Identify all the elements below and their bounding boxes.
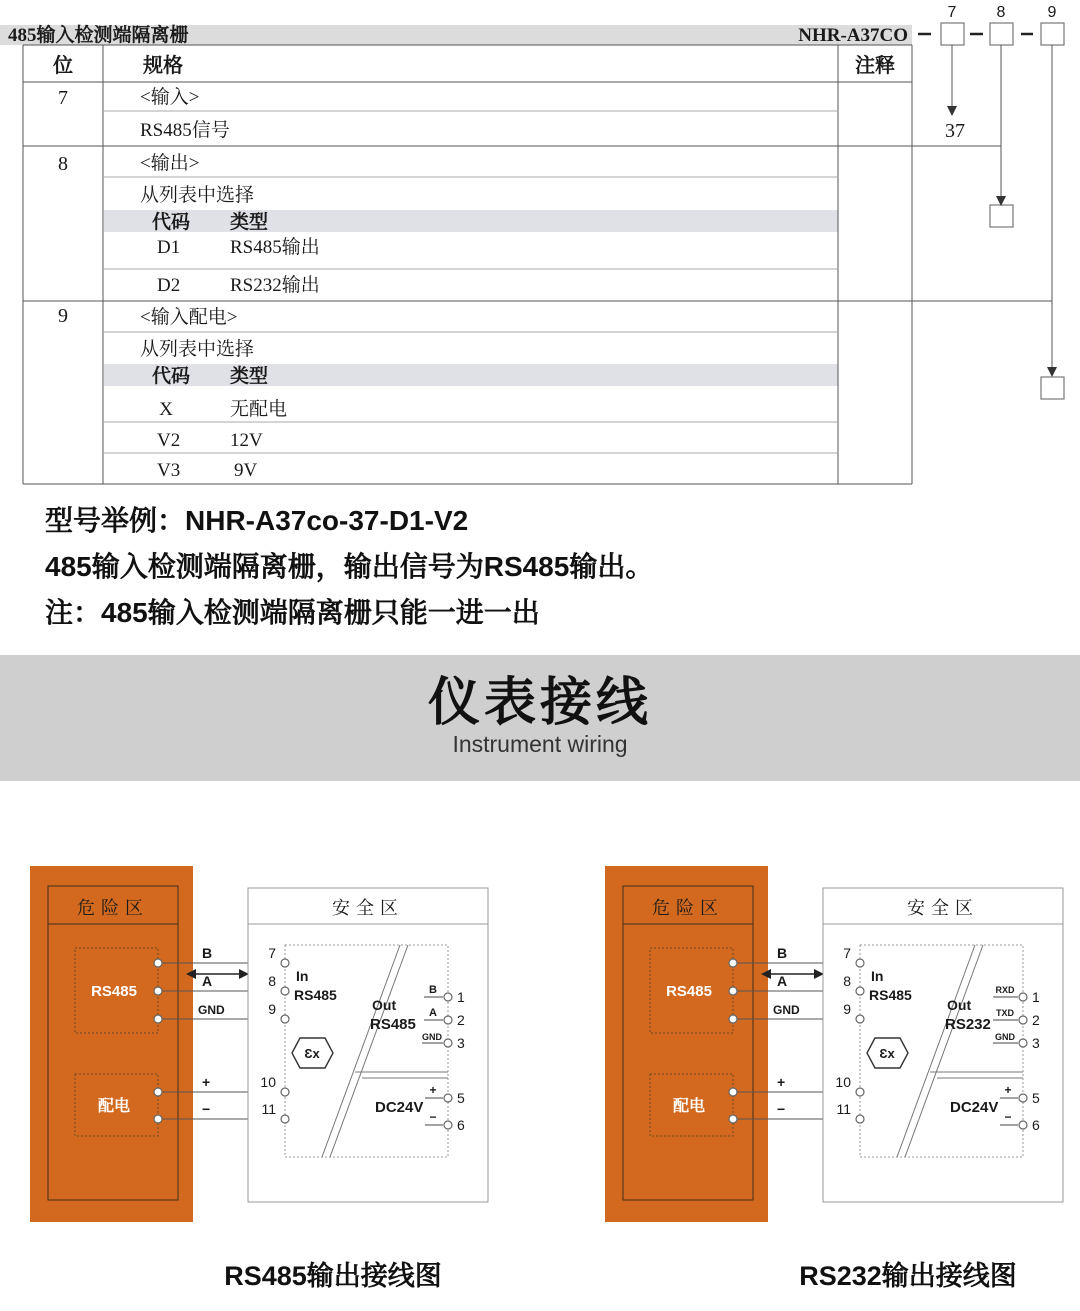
order-box-7 [941,23,964,45]
terminal-8: 8 [268,973,276,989]
in-label: In [871,968,884,984]
input-device-label: RS485 [91,983,137,1000]
spec-table-section [0,0,1080,500]
supply-label: DC24V [950,1099,999,1116]
safe-zone-label: 安全区 [907,898,979,918]
model-number: NHR-A37CO [798,25,908,46]
terminal-7: 7 [268,945,276,961]
twisted-pair-arrow [761,969,824,979]
banner-title: 仪表接线 [427,674,652,732]
terminal-10: 10 [260,1074,276,1090]
row-9-type-v2: 12V [230,430,263,451]
row-9-line-1: <输入配电> [140,307,238,328]
row-7-line-1: <输入> [140,87,200,108]
table-title: 485输入检测端隔离栅 [8,25,189,46]
pos7-code-value: 37 [945,120,965,142]
order-target-box-9 [1041,377,1064,399]
order-pos-label-7: 7 [947,4,957,21]
supply-pin-label-6: − [1004,1110,1012,1124]
hazard-zone-label: 危险区 [77,898,149,918]
pin-label-plus: + [777,1074,786,1090]
twisted-pair-arrow [186,969,249,979]
caption-rs485-diagram: RS485输出接线图 [224,1261,442,1291]
pin-label-gnd: GND [198,1003,225,1017]
pin-label-minus: − [777,1101,786,1117]
terminal-11: 11 [261,1101,276,1117]
out-label: Out [947,997,972,1013]
out-pin-num-2: 2 [1032,1012,1040,1028]
terminal-9: 9 [268,1001,276,1017]
row-8-code-header: 代码 [152,212,191,233]
arrowheads [947,106,1057,377]
banner-subtitle: Instrument wiring [452,731,628,757]
order-box-8 [990,23,1013,45]
row-8-code-d1: D1 [157,237,181,258]
table-grid-minor [103,111,838,453]
out-pin-label-1: RXD [995,985,1015,995]
pin-label-a: A [202,973,213,989]
row-9-line-2: 从列表中选择 [140,339,255,360]
supply-pin-num-6: 6 [1032,1117,1040,1133]
order-code-diagram [918,4,1064,399]
order-pos-label-9: 9 [1047,4,1057,21]
code-band-9 [104,364,838,386]
supply-pin-num-6: 6 [457,1117,465,1133]
input-device-label: RS485 [666,983,712,1000]
hazard-pin-labels [773,945,800,1117]
out-pin-label-2: TXD [996,1008,1014,1018]
out-pin-label-3: GND [422,1032,442,1042]
section-banner [0,655,1080,781]
out-pin-num-3: 3 [457,1035,465,1051]
pin-label-b: B [777,945,788,961]
in-type: RS485 [294,987,337,1003]
terminal-7: 7 [843,945,851,961]
example-line-2: 485输入检测端隔离栅，输出信号为RS485输出。 [45,551,654,582]
supply-pin-label-6: − [429,1110,437,1124]
out-pin-label-1: B [429,984,437,996]
out-pin-num-1: 1 [1032,989,1040,1005]
row-8-type-d1: RS485输出 [230,237,320,258]
power-device-label: 配电 [672,1098,706,1115]
model-example-block [45,498,1045,636]
out-pin-num-3: 3 [1032,1035,1040,1051]
example-line-1: 型号举例：NHR-A37co-37-D1-V2 [45,505,469,536]
row-8-type-header: 类型 [230,212,269,233]
out-pin-num-2: 2 [457,1012,465,1028]
pin-label-gnd: GND [773,1003,800,1017]
row-9-code-v3: V3 [157,460,181,481]
order-pos-label-8: 8 [996,4,1006,21]
terminal-9: 9 [843,1001,851,1017]
in-label: In [296,968,309,984]
pin-label-minus: − [202,1101,211,1117]
terminal-10: 10 [835,1074,851,1090]
row-8-line-2: 从列表中选择 [140,185,255,206]
hazard-zone-label: 危险区 [652,898,724,918]
out-type: RS485 [370,1016,416,1033]
row-9-code-v2: V2 [157,430,181,451]
row-pos-7: 7 [58,87,68,109]
supply-pin-label-5: + [1004,1083,1012,1097]
ex-mark: Ɛx [879,1046,895,1061]
col-header-spec: 规格 [143,55,183,77]
row-8-line-1: <输出> [140,153,200,174]
row-7-line-2: RS485信号 [140,120,230,141]
row-9-type-v3: 9V [234,460,258,481]
pin-label-plus: + [202,1074,211,1090]
row-9-type-header: 类型 [230,366,269,387]
out-label: Out [372,997,397,1013]
caption-rs232-diagram: RS232输出接线图 [799,1261,1017,1291]
wiring-diagram-rs485 [28,862,533,1242]
code-band-8 [104,210,838,232]
row-8-code-d2: D2 [157,275,181,296]
wiring-diagram-rs232 [603,862,1080,1242]
pin-label-a: A [777,973,788,989]
row-9-type-x: 无配电 [230,399,288,420]
out-type: RS232 [945,1016,991,1033]
supply-pin-num-5: 5 [457,1090,465,1106]
safe-zone-label: 安全区 [332,898,404,918]
supply-label: DC24V [375,1099,424,1116]
hazard-pin-labels [198,945,225,1117]
row-9-code-header: 代码 [152,366,191,387]
order-box-9 [1041,23,1064,45]
in-type: RS485 [869,987,912,1003]
col-header-note: 注释 [855,55,895,77]
out-pin-num-1: 1 [457,989,465,1005]
row-8-type-d2: RS232输出 [230,275,320,296]
supply-pin-label-5: + [429,1083,437,1097]
row-pos-9: 9 [58,305,68,327]
order-target-box-8 [990,205,1013,227]
terminal-11: 11 [836,1101,851,1117]
hazard-area [30,866,193,1222]
example-line-3: 注：485输入检测端隔离栅只能一进一出 [45,597,540,628]
ex-mark: Ɛx [304,1046,320,1061]
pin-label-b: B [202,945,213,961]
hazard-panel [605,866,768,1222]
power-device-label: 配电 [97,1098,131,1115]
hazard-panel [30,866,193,1222]
col-header-pos: 位 [53,55,73,77]
hazard-area [605,866,768,1222]
out-pin-label-3: GND [995,1032,1015,1042]
row-pos-8: 8 [58,153,68,175]
row-9-code-x: X [159,399,173,420]
out-pin-label-2: A [429,1007,437,1019]
supply-pin-num-5: 5 [1032,1090,1040,1106]
terminal-8: 8 [843,973,851,989]
